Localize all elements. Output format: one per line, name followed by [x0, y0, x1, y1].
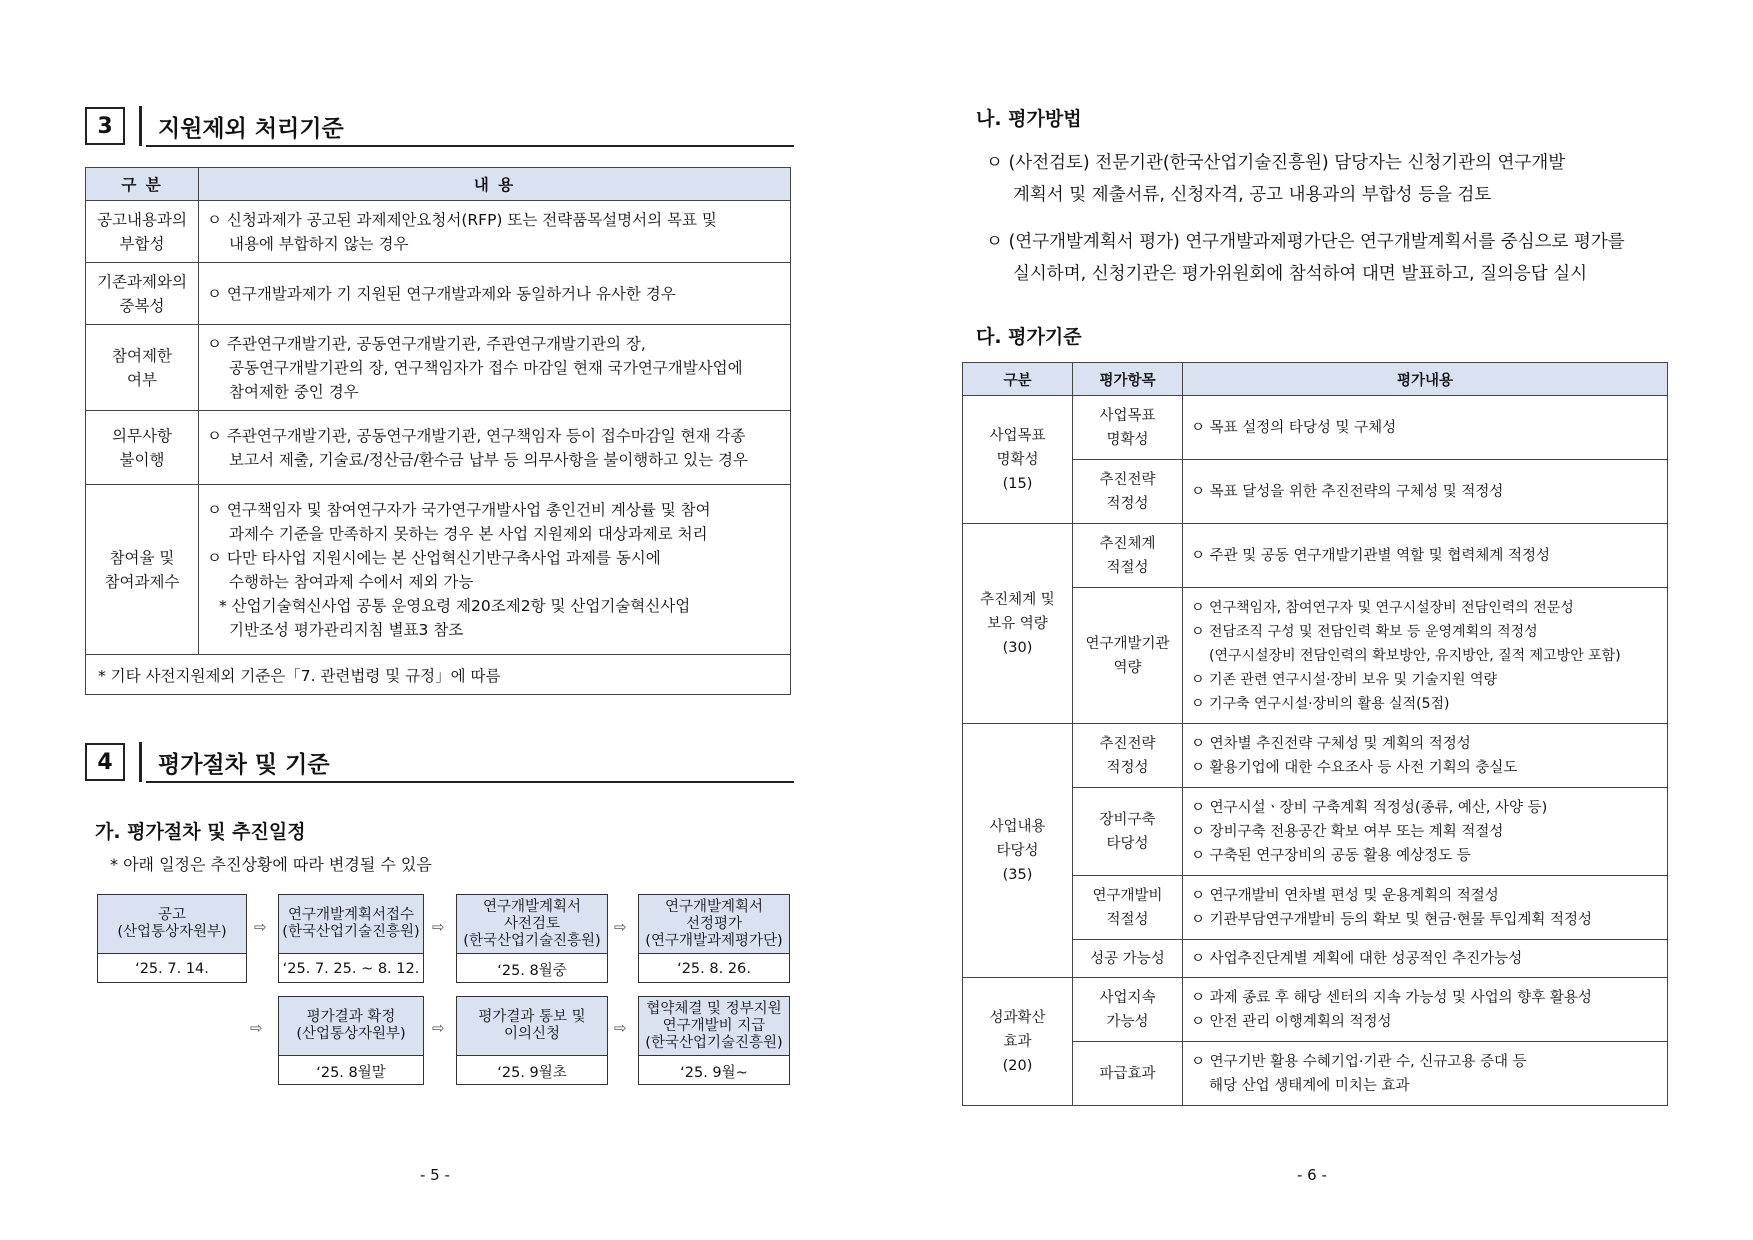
table-row: [86, 485, 791, 655]
section-number: 3: [85, 107, 125, 145]
criteria-content: ㅇ 과제 종료 후 해당 센터의 지속 가능성 및 사업의 향후 활용성 ㅇ 안전 관리 이행계획의 적정성: [1183, 978, 1668, 1042]
row-content: ㅇ 주관연구개발기관, 공동연구개발기관, 연구책임자 등이 접수마감일 현재 각종 보고서 제출, 기술료/정산금/환수금 납부 등 의무사항을 불이행하고 있는 경우: [199, 411, 791, 485]
page-left: [0, 0, 876, 1240]
criteria-item: 추진전략 적정성: [1073, 724, 1183, 788]
criteria-content: ㅇ 연구기반 활용 수혜기업·기관 수, 신규고용 증대 등 해당 산업 생태계에 미치는 효과: [1183, 1042, 1668, 1106]
row-category: 참여제한 여부: [86, 325, 199, 411]
table-row: [86, 201, 791, 263]
flow-step: 공고 (산업통상자원부) ‘25. 7. 14.: [97, 894, 247, 983]
flow-step: 평가결과 확정 (산업통상자원부) ‘25. 8월말: [278, 996, 424, 1085]
arrow-icon: ⇨: [250, 1019, 263, 1037]
arrow-icon: ⇨: [254, 918, 267, 936]
criteria-content: ㅇ 연구개발비 연차별 편성 및 운용계획의 적절성 ㅇ 기관부담연구개발비 등의 확보 및 현금·현물 투입계획 적정성: [1183, 876, 1668, 940]
flow-date: ‘25. 7. 14.: [135, 961, 209, 977]
arrow-icon: ⇨: [432, 1019, 445, 1037]
col-header-category: 구분: [963, 363, 1073, 396]
table-row: [963, 524, 1668, 588]
criteria-content: ㅇ 주관 및 공동 연구개발기관별 역할 및 협력체계 적정성: [1183, 524, 1668, 588]
flow-step: 연구개발계획서 사전검토 (한국산업기술진흥원) ‘25. 8월중: [456, 894, 608, 983]
table-row: [86, 411, 791, 485]
criteria-item: 성공 가능성: [1073, 940, 1183, 978]
flow-date: ‘25. 9월초: [497, 1064, 567, 1081]
page-number: - 5 -: [420, 1166, 450, 1184]
col-header-content: 내 용: [199, 168, 791, 201]
method-item: ㅇ (연구개발계획서 평가) 연구개발과제평가단은 연구개발계획서를 중심으로 평가를 실시하며, 신청기관은 평가위원회에 참석하여 대면 발표하고, 질의응답 실시: [986, 232, 1625, 284]
arrow-icon: ⇨: [432, 918, 445, 936]
flow-date: ‘25. 9월~: [680, 1064, 748, 1081]
heading-underline: [146, 145, 794, 147]
exclusion-table: [85, 167, 791, 695]
row-category: 의무사항 불이행: [86, 411, 199, 485]
flow-date: ‘25. 7. 25. ~ 8. 12.: [282, 961, 420, 977]
criteria-content: ㅇ 목표 달성을 위한 추진전략의 구체성 및 적정성: [1183, 460, 1668, 524]
heading-bar: [139, 742, 142, 782]
criteria-content: ㅇ 연차별 추진전략 구체성 및 계획의 적정성 ㅇ 활용기업에 대한 수요조사 등 사전 기획의 충실도: [1183, 724, 1668, 788]
col-header-content: 평가내용: [1183, 363, 1668, 396]
criteria-title: 다. 평가기준: [976, 326, 1082, 348]
section-3-heading: [85, 106, 344, 146]
criteria-item: 파급효과: [1073, 1042, 1183, 1106]
arrow-icon: ⇨: [614, 918, 627, 936]
row-content: ㅇ 주관연구개발기관, 공동연구개발기관, 주관연구개발기관의 장, 공동연구개발기관의 장, 연구책임자가 접수 마감일 현재 국가연구개발사업에 참여제한 중인 경우: [199, 325, 791, 411]
group-category: 추진체계 및 보유 역량 (30): [963, 524, 1073, 724]
flow-date: ‘25. 8월말: [316, 1064, 386, 1081]
row-category: 참여율 및 참여과제수: [86, 485, 199, 655]
criteria-content: ㅇ 목표 설정의 타당성 및 구체성: [1183, 396, 1668, 460]
criteria-content: ㅇ 연구책임자, 참여연구자 및 연구시설장비 전담인력의 전문성 ㅇ 전담조직 구성 및 전담인력 확보 등 운영계획의 적정성 (연구시설장비 전담인력의 확보방안, 유지방안, 질적 제고방안 포함) ㅇ 기존 관련 연구시설·장비 보유 및 기술지원 역량 ㅇ 기구축 연구시설·장비의 활용 실적(5점): [1183, 588, 1668, 724]
heading-underline: [146, 781, 794, 783]
method-title: 나. 평가방법: [976, 108, 1082, 130]
flow-step: 연구개발계획서접수 (한국산업기술진흥원) ‘25. 7. 25. ~ 8. 12.: [278, 894, 424, 983]
criteria-content: ㅇ 사업추진단계별 계획에 대한 성공적인 추진가능성: [1183, 940, 1668, 978]
row-content: ㅇ 연구책임자 및 참여연구자가 국가연구개발사업 총인건비 계상률 및 참여 과제수 기준을 만족하지 못하는 경우 본 사업 지원제외 대상과제로 처리 ㅇ 다만 타사업 지원시에는 본 산업혁신기반구축사업 과제를 동시에 수행하는 참여과제 수에서 제외 가능 * 산업기술혁신사업 공통 운영요령 제20조제2항 및 산업기술혁신사업 기반조성 평가관리지침 별표3 참조: [199, 485, 791, 655]
criteria-item: 사업목표 명확성: [1073, 396, 1183, 460]
group-category: 사업내용 타당성 (35): [963, 724, 1073, 978]
criteria-item: 연구개발기관 역량: [1073, 588, 1183, 724]
table-footnote-row: [86, 655, 791, 695]
row-content: ㅇ 신청과제가 공고된 과제제안요청서(RFP) 또는 전략품목설명서의 목표 및 내용에 부합하지 않는 경우: [199, 201, 791, 263]
subsection-title: 가. 평가절차 및 추진일정: [95, 821, 306, 843]
row-category: 기존과제와의 중복성: [86, 263, 199, 325]
row-category: 공고내용과의 부합성: [86, 201, 199, 263]
schedule-note: * 아래 일정은 추진상황에 따라 변경될 수 있음: [110, 855, 432, 874]
arrow-icon: ⇨: [614, 1019, 627, 1037]
section-title: 지원제외 처리기준: [158, 115, 344, 142]
table-row: [963, 396, 1668, 460]
section-4-heading: [85, 742, 330, 782]
criteria-item: 사업지속 가능성: [1073, 978, 1183, 1042]
method-item: ㅇ (사전검토) 전문기관(한국산업기술진흥원) 담당자는 신청기관의 연구개발 계획서 및 제출서류, 신청자격, 공고 내용과의 부합성 등을 검토: [986, 153, 1566, 205]
table-row: [86, 325, 791, 411]
group-category: 사업목표 명확성 (15): [963, 396, 1073, 524]
section-number: 4: [85, 743, 125, 781]
page-right: [876, 0, 1753, 1240]
col-header-item: 평가항목: [1073, 363, 1183, 396]
criteria-item: 장비구축 타당성: [1073, 788, 1183, 876]
group-category: 성과확산 효과 (20): [963, 978, 1073, 1106]
criteria-item: 연구개발비 적절성: [1073, 876, 1183, 940]
flow-step: 연구개발계획서 선정평가 (연구개발과제평가단) ‘25. 8. 26.: [638, 894, 790, 983]
criteria-content: ㅇ 연구시설ㆍ장비 구축계획 적정성(종류, 예산, 사양 등) ㅇ 장비구축 전용공간 확보 여부 또는 계획 적절성 ㅇ 구축된 연구장비의 공동 활용 예상정도 등: [1183, 788, 1668, 876]
flow-date: ‘25. 8월중: [497, 962, 567, 979]
row-content: ㅇ 연구개발과제가 기 지원된 연구개발과제와 동일하거나 유사한 경우: [199, 263, 791, 325]
criteria-table: [962, 362, 1668, 1106]
flow-date: ‘25. 8. 26.: [677, 961, 751, 977]
flow-step: 평가결과 통보 및 이의신청 ‘25. 9월초: [456, 996, 608, 1085]
table-row: [86, 263, 791, 325]
heading-bar: [139, 106, 142, 146]
section-title: 평가절차 및 기준: [158, 751, 330, 778]
flow-step: 협약체결 및 정부지원 연구개발비 지급 (한국산업기술진흥원) ‘25. 9월~: [638, 996, 790, 1085]
table-row: [963, 724, 1668, 788]
page-number: - 6 -: [1297, 1166, 1327, 1184]
table-row: [963, 978, 1668, 1042]
table-footnote: * 기타 사전지원제외 기준은「7. 관련법령 및 규정」에 따름: [86, 655, 791, 695]
col-header-category: 구 분: [86, 168, 199, 201]
criteria-item: 추진체계 적절성: [1073, 524, 1183, 588]
criteria-item: 추진전략 적정성: [1073, 460, 1183, 524]
